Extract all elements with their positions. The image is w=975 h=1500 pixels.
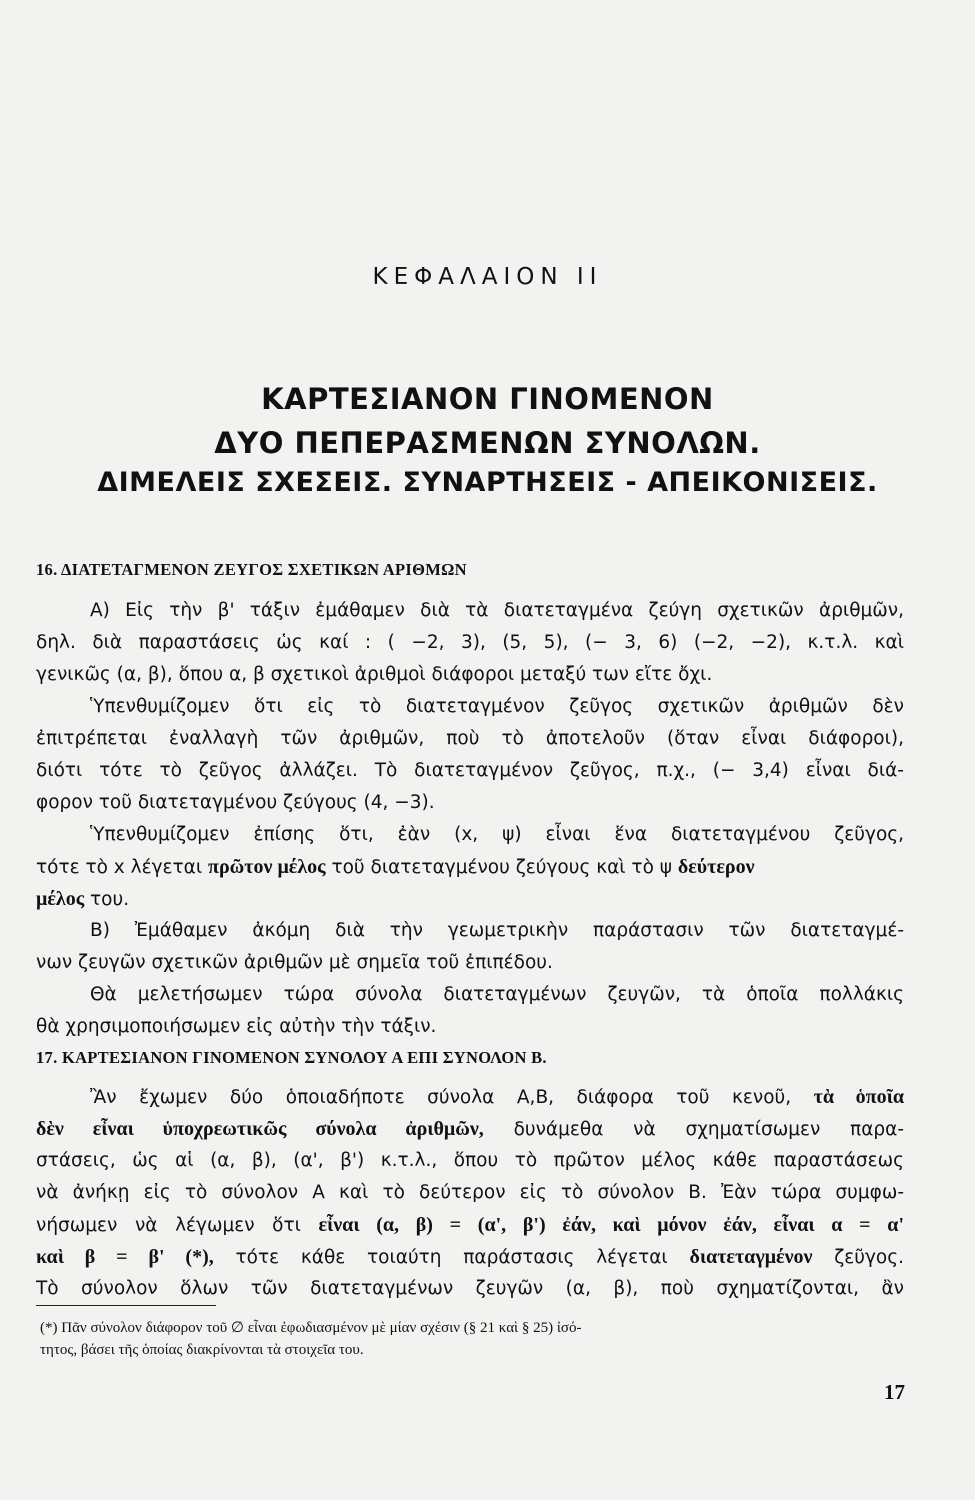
footnote-divider: [36, 1305, 216, 1306]
paragraph-line: Θὰ μελετήσωμεν τώρα σύνολα διατεταγμένων ζευγῶν, τὰ ὁποῖα πολλάκις: [90, 984, 904, 1005]
section-16-heading: 16. ΔΙΑΤΕΤΑΓΜΕΝΟΝ ΖΕΥΓΟΣ ΣΧΕΤΙΚΩΝ ΑΡΙΘΜΩΝ: [36, 560, 467, 579]
paragraph-line: ἐπιτρέπεται ἐναλλαγὴ τῶν ἀριθμῶν, ποὺ τὸ ἀποτελοῦν (ὅταν εἶναι διάφοροι),: [36, 728, 904, 749]
text-run: τότε τὸ x λέγεται: [36, 857, 209, 878]
footnote-line: (*) Πᾶν σύνολον διάφορον τοῦ ∅ εἶναι ἐφωδιασμένον μὲ μίαν σχέσιν (§ 21 καὶ § 25) ἰσό-: [40, 1320, 582, 1336]
paragraph-line: στάσεις, ὡς αἱ (α, β), (α', β') κ.τ.λ., ὅπου τὸ πρῶτον μέλος κάθε παραστάσεως: [36, 1150, 904, 1171]
paragraph-line: [36, 854, 904, 881]
paragraph-line: [36, 1244, 904, 1271]
bold-term-ordered: διατεταγμένον: [689, 1246, 813, 1268]
paragraph-line: δηλ. διὰ παραστάσεις ὡς καί : ( −2, 3), (5, 5), (− 3, 6) (−2, −2), κ.τ.λ. καὶ: [36, 632, 904, 653]
paragraph-line: Α) Εἰς τὴν β' τάξιν ἐμάθαμεν διὰ τὰ διατεταγμένα ζεύγη σχετικῶν ἀριθμῶν,: [90, 600, 904, 621]
chapter-title-line-2: ΔΥΟ ΠΕΠΕΡΑΣΜΕΝΩΝ ΣΥΝΟΛΩΝ.: [214, 426, 761, 460]
text-run: νήσωμεν νὰ λέγωμεν ὅτι: [36, 1215, 319, 1236]
bold-term-second-member: δεύτερον: [677, 856, 755, 878]
bold-term-member: μέλος: [36, 888, 85, 910]
paragraph-line: Τὸ σύνολον ὅλων τῶν διατεταγμένων ζευγῶν (α, β), ποὺ σχηματίζονται, ἂν: [36, 1278, 904, 1299]
paragraph-line: θὰ χρησιμοποιήσωμεν εἰς αὐτὴν τὴν τάξιν.: [36, 1016, 437, 1037]
chapter-title-line-3: ΔΙΜΕΛΕΙΣ ΣΧΕΣΕΙΣ. ΣΥΝΑΡΤΗΣΕΙΣ - ΑΠΕΙΚΟΝΙΣΕΙΣ.: [97, 467, 878, 498]
paragraph-line: Ὑπενθυμίζομεν ὅτι εἰς τὸ διατεταγμένον ζεῦγος σχετικῶν ἀριθμῶν δὲν: [90, 696, 904, 717]
paragraph-line: γενικῶς (α, β), ὅπου α, β σχετικοὶ ἀριθμοὶ διάφοροι μεταξύ των εἴτε ὄχι.: [36, 664, 713, 685]
paragraph-line: νων ζευγῶν σχετικῶν ἀριθμῶν μὲ σημεῖα τοῦ ἐπιπέδου.: [36, 952, 553, 973]
paragraph-line: [36, 1212, 904, 1239]
text-run: του.: [84, 889, 130, 910]
bold-term-first-member: πρῶτον μέλος: [208, 856, 326, 878]
text-run: τοῦ διατεταγμένου ζεύγους καὶ τὸ ψ: [325, 857, 678, 878]
paragraph-line: φορον τοῦ διατεταγμένου ζεύγους (4, −3).: [36, 792, 435, 813]
text-run: τότε κάθε τοιαύτη παράστασις λέγεται: [213, 1247, 690, 1268]
paragraph-line: διότι τότε τὸ ζεῦγος ἀλλάζει. Τὸ διατεταγμένον ζεῦγος, π.χ., (− 3,4) εἶναι διά-: [36, 760, 904, 781]
bold-definition: εἶναι (α, β) = (α', β') ἐάν, καὶ μόνον ἐάν, εἶναι α = α': [318, 1214, 904, 1236]
paragraph-line: Ὑπενθυμίζομεν ἐπίσης ὅτι, ἐὰν (x, ψ) εἶναι ἕνα διατεταγμένου ζεῦγος,: [90, 824, 904, 845]
chapter-title-line-1: ΚΑΡΤΕΣΙΑΝΟΝ ΓΙΝΟΜΕΝΟΝ: [261, 382, 714, 416]
paragraph-line: [36, 886, 904, 913]
paragraph-line: [36, 1116, 904, 1143]
text-run: Ἂν ἔχωμεν δύο ὁποιαδήποτε σύνολα Α,Β, διάφορα τοῦ κενοῦ,: [90, 1087, 814, 1108]
footnote-line: τητος, βάσει τῆς ὁποίας διακρίνονται τὰ στοιχεῖα του.: [40, 1342, 364, 1358]
page-number: 17: [884, 1380, 905, 1404]
bold-phrase: δὲν εἶναι ὑποχρεωτικῶς σύνολα ἀριθμῶν,: [36, 1118, 484, 1140]
chapter-label: ΚΕΦΑΛΑΙΟΝ ΙΙ: [372, 264, 603, 290]
section-17-heading: 17. ΚΑΡΤΕΣΙΑΝΟΝ ΓΙΝΟΜΕΝΟΝ ΣΥΝΟΛΟΥ Α ΕΠΙ ΣΥΝΟΛΟΝ Β.: [36, 1048, 547, 1067]
paragraph-line: Β) Ἐμάθαμεν ἀκόμη διὰ τὴν γεωμετρικὴν παράστασιν τῶν διατεταγμέ-: [90, 920, 904, 941]
bold-phrase: τὰ ὁποῖα: [813, 1086, 905, 1108]
paragraph-line: [90, 1084, 904, 1111]
text-run: δυνάμεθα νὰ σχηματίσωμεν παρα-: [483, 1119, 905, 1140]
text-run: ζεῦγος.: [812, 1247, 904, 1268]
bold-definition: καὶ β = β' (*),: [36, 1246, 214, 1268]
paragraph-line: νὰ ἀνήκῃ εἰς τὸ σύνολον Α καὶ τὸ δεύτερον εἰς τὸ σύνολον Β. Ἐὰν τώρα συμφω-: [36, 1182, 904, 1203]
